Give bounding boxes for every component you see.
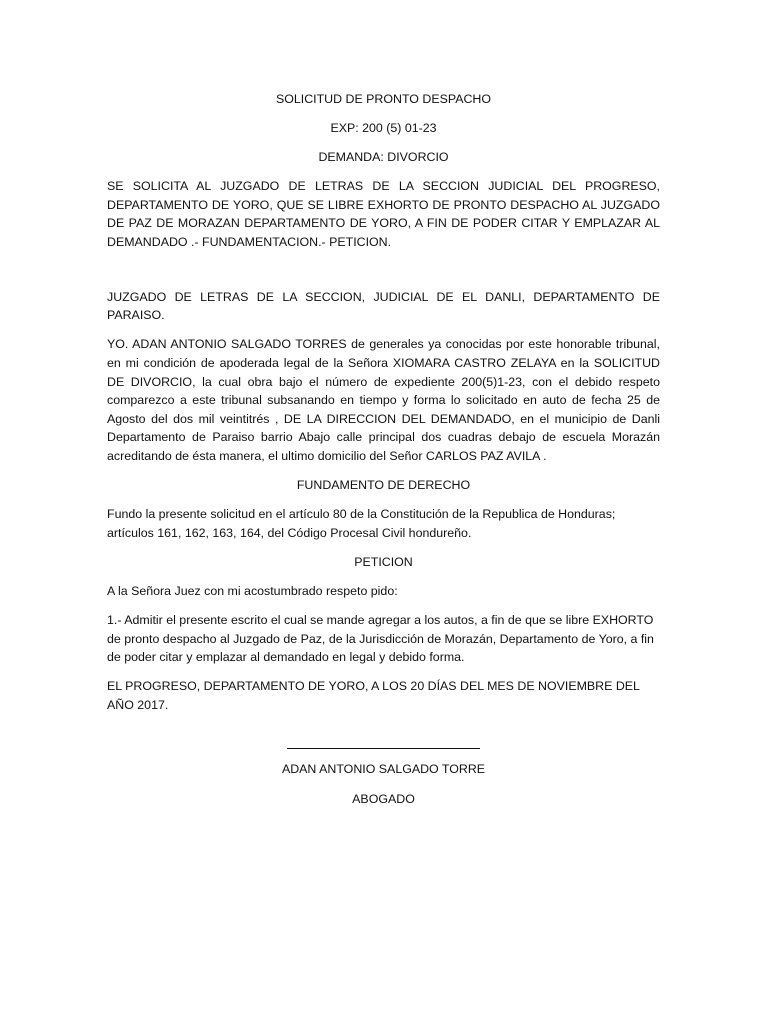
- fundamento-heading: FUNDAMENTO DE DERECHO: [296, 478, 471, 492]
- closing-date-line: EL PROGRESO, DEPARTAMENTO DE YORO, A LOS 20 DÍAS DEL MES DE NOVIEMBRE DEL AÑO 2017.: [107, 679, 640, 712]
- fundamento-paragraph: Fundo la presente solicitud en el artículo 80 de la Constitución de la Republica de Honduras; artículos 161, 162, 163, 164, del Código Procesal Civil hondureño.: [107, 507, 616, 540]
- peticion-item: 1.- Admitir el presente escrito el cual se mande agregar a los autos, a fin de que se libre EXHORTO de pronto despacho al Juzgado de Paz, de la Jurisdicción de Morazán, Departamento de Yoro, a fin de poder citar y emplazar al demandado en legal y debido forma.: [107, 612, 654, 665]
- signature-name: ADAN ANTONIO SALGADO TORRE: [281, 762, 486, 777]
- expediente-number: EXP: 200 (5) 01-23: [330, 121, 437, 136]
- document-title: SOLICITUD DE PRONTO DESPACHO: [275, 92, 492, 106]
- intro-paragraph: SE SOLICITA AL JUZGADO DE LETRAS DE LA SECCION JUDICIAL DEL PROGRESO, DEPARTAMENTO DE YORO, QUE SE LIBRE EXHORTO DE PRONTO DESPACHO AL JUZGADO DE PAZ DE MORAZAN DEPARTAMENTO DE YORO, A FIN DE PODER CITAR Y EMPLAZAR AL DEMANDADO .- FUNDAMENTACION.- PETICION.: [107, 179, 660, 250]
- document-page: [107, 90, 660, 808]
- court-addressee: JUZGADO DE LETRAS DE LA SECCION, JUDICIAL DE EL DANLI, DEPARTAMENTO DE PARAISO.: [107, 289, 660, 323]
- signature-role: ABOGADO: [352, 791, 415, 806]
- body-paragraph: YO. ADAN ANTONIO SALGADO TORRES de generales ya conocidas por este honorable tribunal, en mi condición de apoderada legal de la Señora XIOMARA CASTRO ZELAYA en la SOLICITUD DE DIVORCIO, la cual obra bajo el número de expediente 200(5)1-23, con el debido respeto comparezco a este tribunal subsanando en tiempo y forma lo solicitado en auto de fecha 25 de Agosto del dos mil veintitrés , DE LA DIRECCION DEL DEMANDADO, en el municipio de Danli Departamento de Paraiso barrio Abajo calle principal dos cuadras debajo de escuela Morazán acreditando de ésta manera, el ultimo domicilio del Señor CARLOS PAZ AVILA .: [107, 337, 660, 463]
- signature-line: [287, 748, 480, 749]
- peticion-heading: PETICION: [354, 554, 413, 569]
- demanda-type: DEMANDA: DIVORCIO: [318, 150, 449, 165]
- peticion-intro: A la Señora Juez con mi acostumbrado respeto pido:: [107, 583, 398, 598]
